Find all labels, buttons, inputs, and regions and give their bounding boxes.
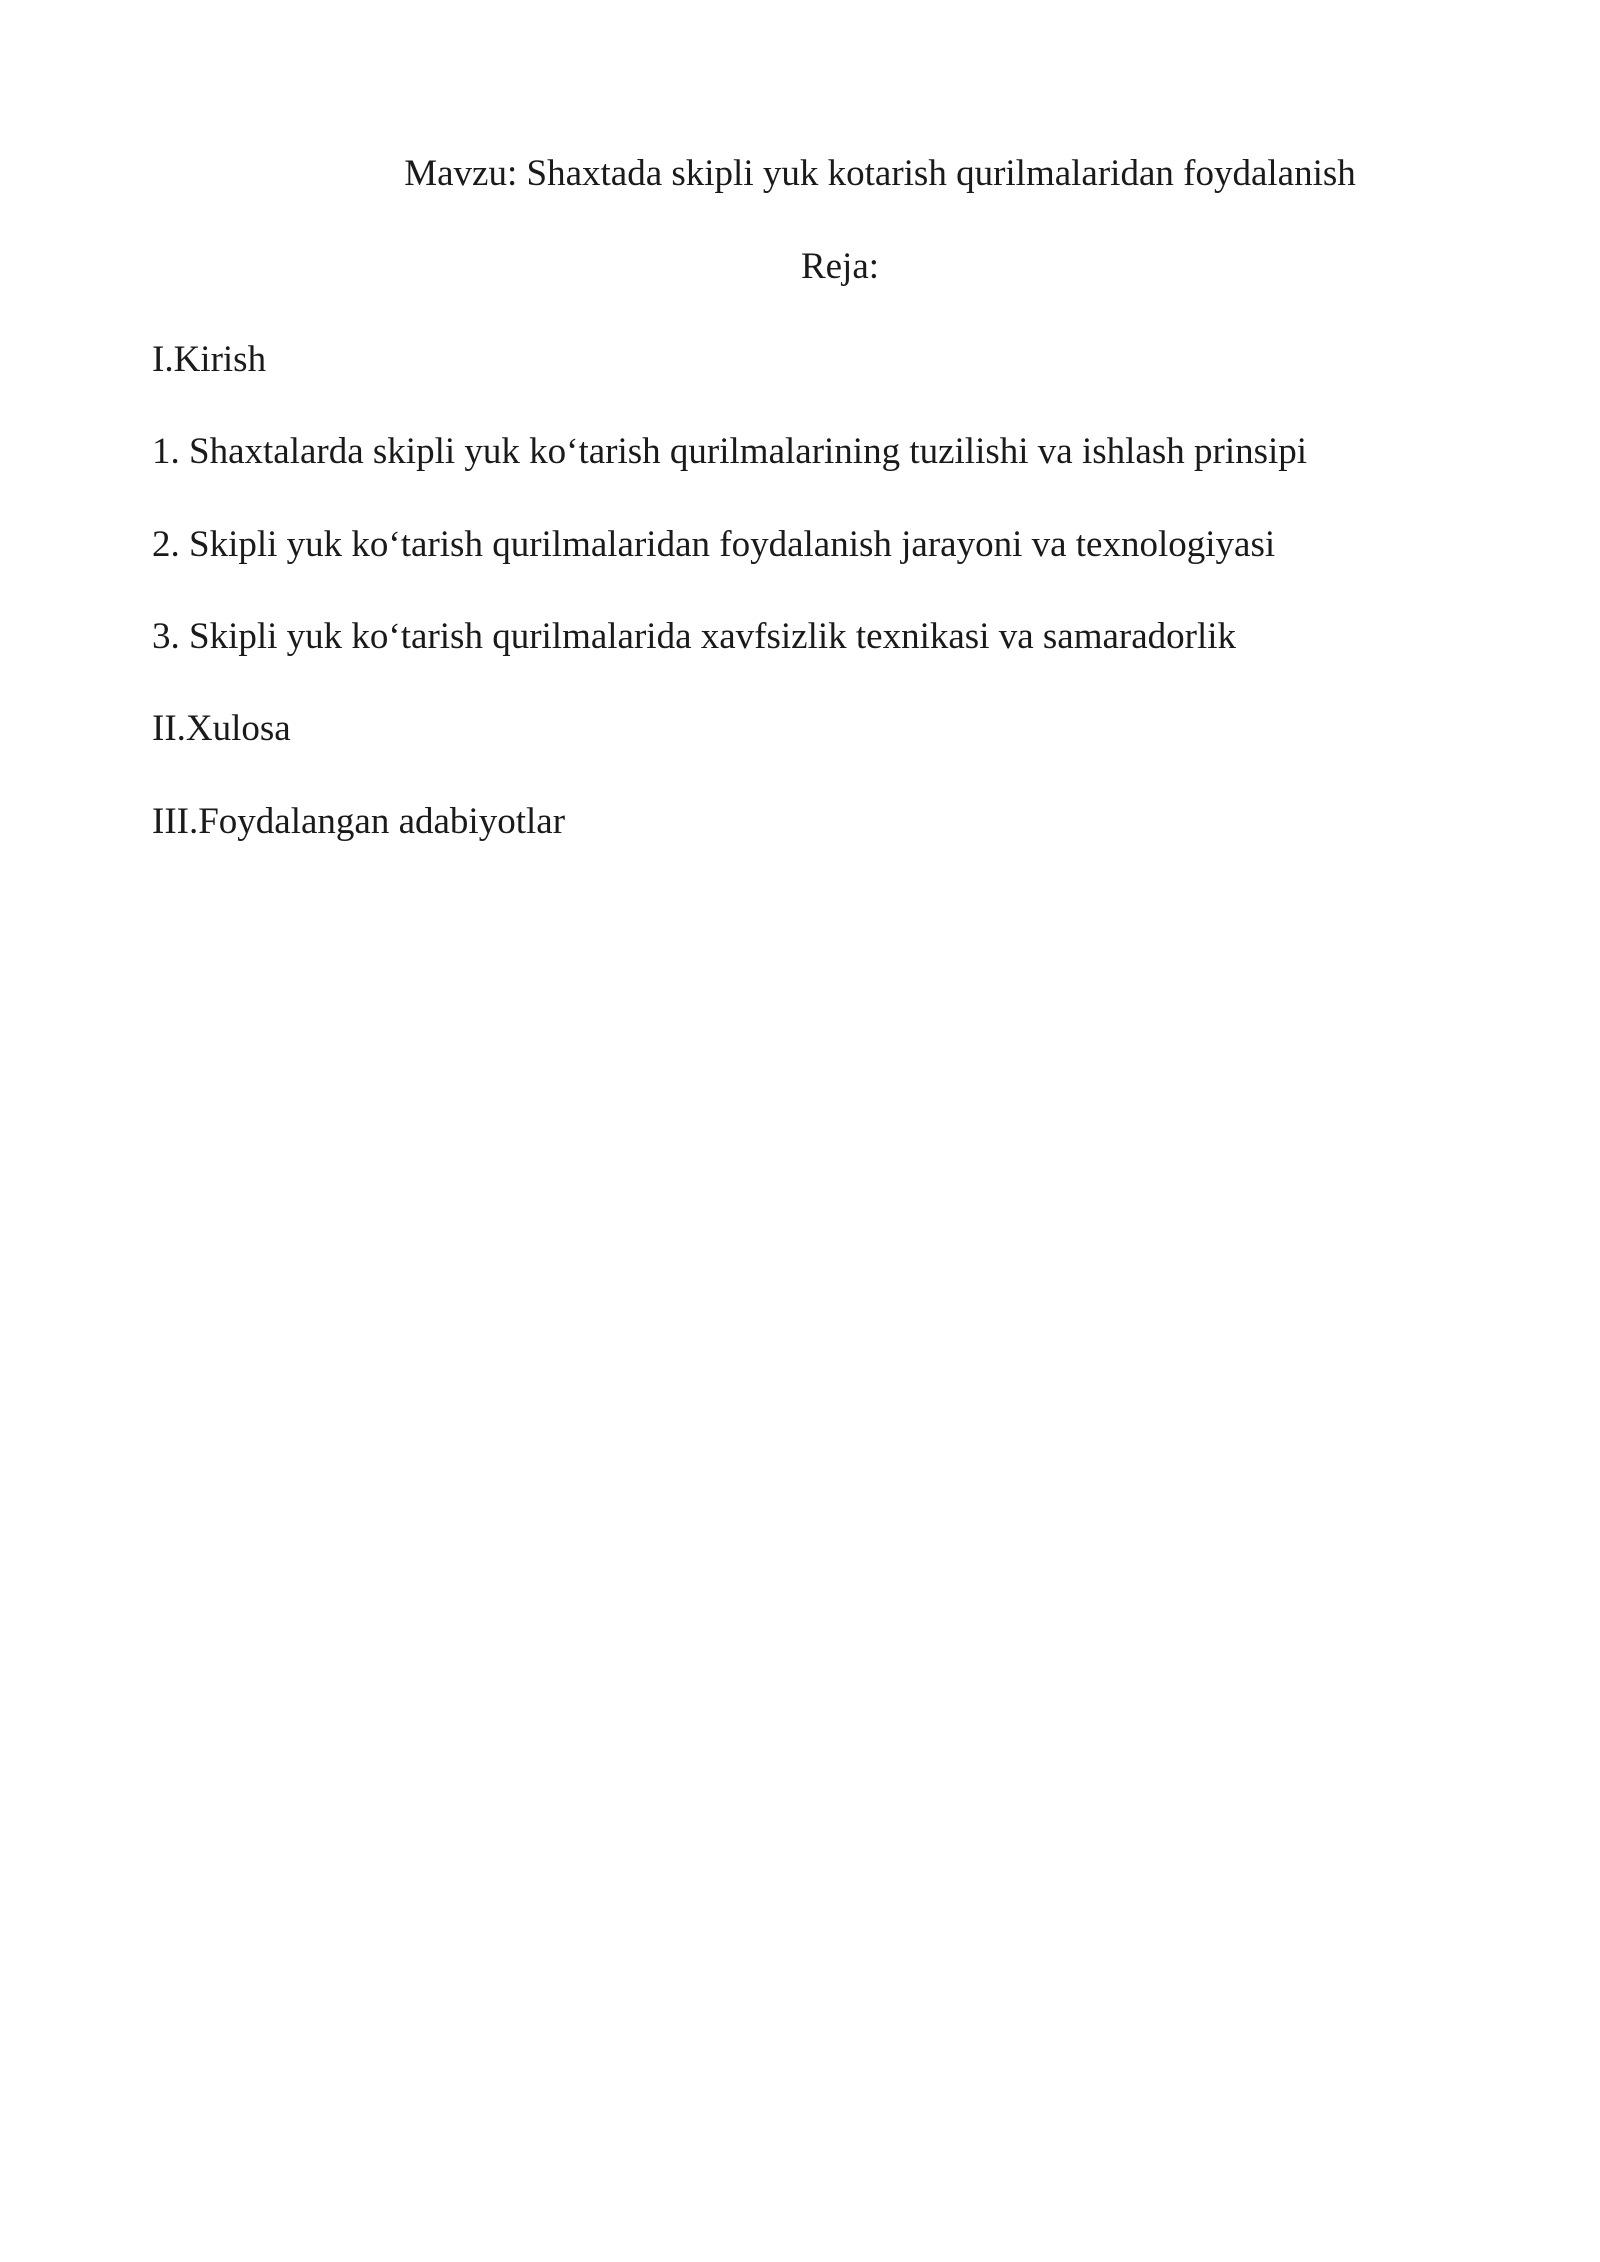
- plan-item-references: III.Foydalangan adabiyotlar: [152, 801, 566, 842]
- plan-item-introduction: I.Kirish: [152, 339, 267, 380]
- plan-item-conclusion: II.Xulosa: [152, 708, 291, 749]
- plan-item-2: 2. Skipli yuk ko‘tarish qurilmalaridan foydalanish jarayoni va texnologiyasi: [152, 524, 1276, 565]
- plan-item-3: 3. Skipli yuk ko‘tarish qurilmalarida xavfsizlik texnikasi va samaradorlik: [152, 616, 1237, 657]
- plan-heading: Reja:: [800, 246, 880, 287]
- document-title: Mavzu: Shaxtada skipli yuk kotarish qurilmalaridan foydalanish: [404, 153, 1356, 194]
- plan-item-1: 1. Shaxtalarda skipli yuk ko‘tarish qurilmalarining tuzilishi va ishlash prinsipi: [152, 431, 1308, 472]
